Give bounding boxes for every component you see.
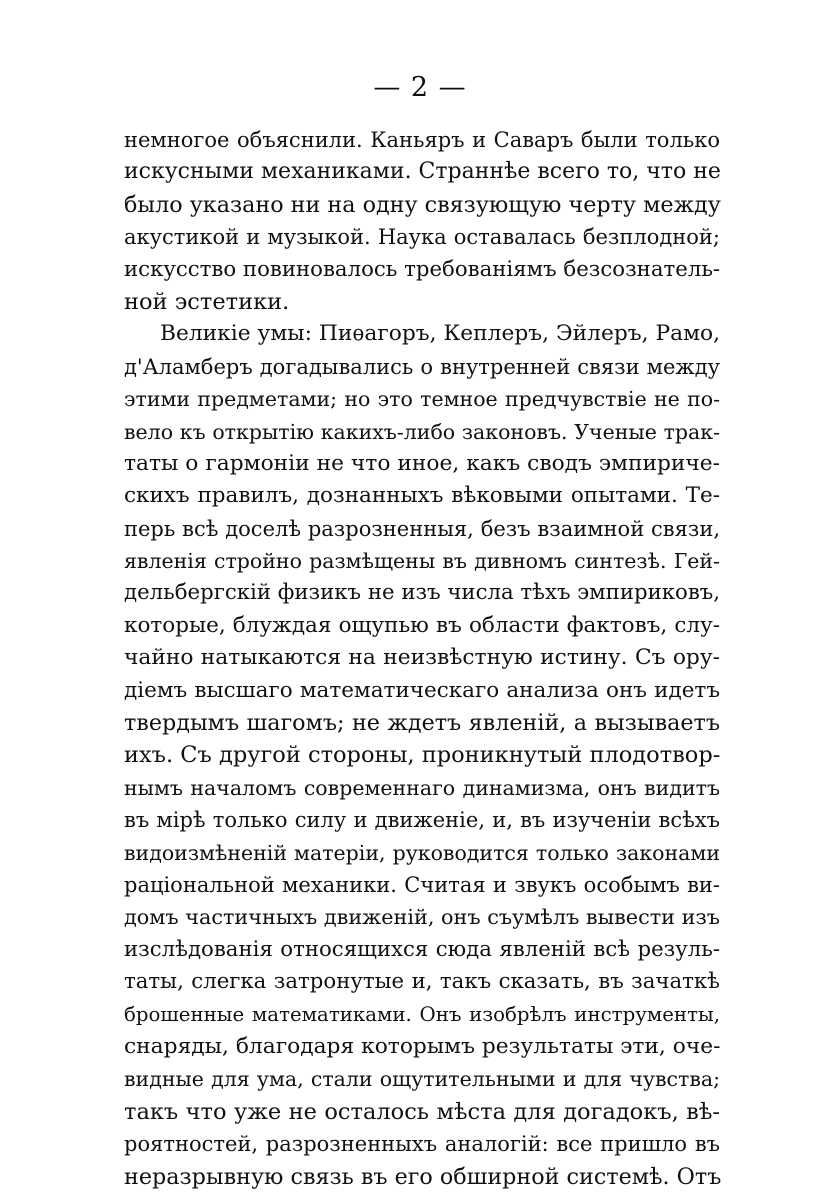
- text-line: которые, блуждая ощупью въ области фактовъ, слу-: [124, 612, 720, 638]
- text-line: ной эстетики.: [124, 288, 290, 315]
- text-line: перь всѣ доселѣ разрозненныя, безъ взаимной связи,: [124, 516, 720, 541]
- text-line: діемъ высшаго математическаго анализа онъ идетъ: [124, 677, 720, 703]
- text-line: акустикой и музыкой. Наука оставалась безплодной;: [124, 225, 720, 250]
- text-line: этими предметами; но это темное предчувствіе не по-: [124, 387, 720, 412]
- text-line: таты, слегка затронутые и, такъ сказать, въ зачаткѣ: [124, 969, 720, 995]
- text-line: неразрывную связь въ его обширной системѣ. Отъ: [124, 1163, 722, 1190]
- text-line: искусство повиновалось требованіямъ безсознатель-: [124, 256, 721, 282]
- text-line: искусными механиками. Страннѣе всего то, что не: [124, 159, 721, 185]
- text-line: было указано ни на одну связующую черту между: [124, 191, 721, 218]
- body-text: [124, 124, 720, 1193]
- text-line: домъ частичныхъ движеній, онъ съумѣлъ вывести изъ: [124, 905, 720, 930]
- page-number: — 2 —: [373, 72, 467, 103]
- text-line: такъ что уже не осталось мѣста для догадокъ, вѣ-: [124, 1098, 720, 1125]
- text-line: д'Аламберъ догадывались о внутренней связи между: [124, 354, 720, 379]
- text-line: брошенные математиками. Онъ изобрѣлъ инструменты,: [124, 1002, 720, 1026]
- text-line: снаряды, благодаря которымъ результаты эти, оче-: [124, 1033, 721, 1059]
- text-line: видные для ума, стали ощутительными и для чувства;: [124, 1067, 720, 1092]
- text-line: скихъ правилъ, дознанныхъ вѣковыми опытами. Те-: [124, 483, 720, 509]
- text-line: немногое объяснили. Каньяръ и Саваръ были только: [124, 128, 720, 152]
- text-line: явленія стройно размѣщены въ дивномъ синтезѣ. Гей-: [124, 549, 720, 574]
- text-line: дельбергскій физикъ не изъ числа тѣхъ эмпириковъ,: [124, 580, 721, 606]
- paragraph-start-line: Великіе умы: Пиѳагоръ, Кеплеръ, Эйлеръ, Рамо,: [160, 321, 720, 347]
- text-line: чайно натыкаются на неизвѣстную истину. Съ ору-: [124, 645, 720, 671]
- text-line: въ мірѣ только силу и движеніе, и, въ изученіи всѣхъ: [124, 808, 720, 833]
- text-line: раціональной механики. Считая и звукъ особымъ ви-: [124, 872, 720, 897]
- text-line: изслѣдованія относящихся сюда явленій всѣ резуль-: [124, 936, 720, 962]
- text-line: твердымъ шагомъ; не ждетъ явленій, а вызываетъ: [124, 710, 720, 737]
- text-line: ихъ. Съ другой стороны, проникнутый плодотвор-: [124, 742, 721, 769]
- text-line: нымъ началомъ современнаго динамизма, онъ видитъ: [124, 775, 720, 800]
- text-line: вело къ открытію какихъ-либо законовъ. Ученые трак-: [124, 419, 720, 444]
- text-line: видоизмѣненій матеріи, руководится только законами: [124, 840, 720, 865]
- text-line: таты о гармоніи не что иное, какъ сводъ эмпириче-: [124, 450, 720, 476]
- text-line: роятностей, разрозненныхъ аналогій: все пришло въ: [124, 1132, 720, 1157]
